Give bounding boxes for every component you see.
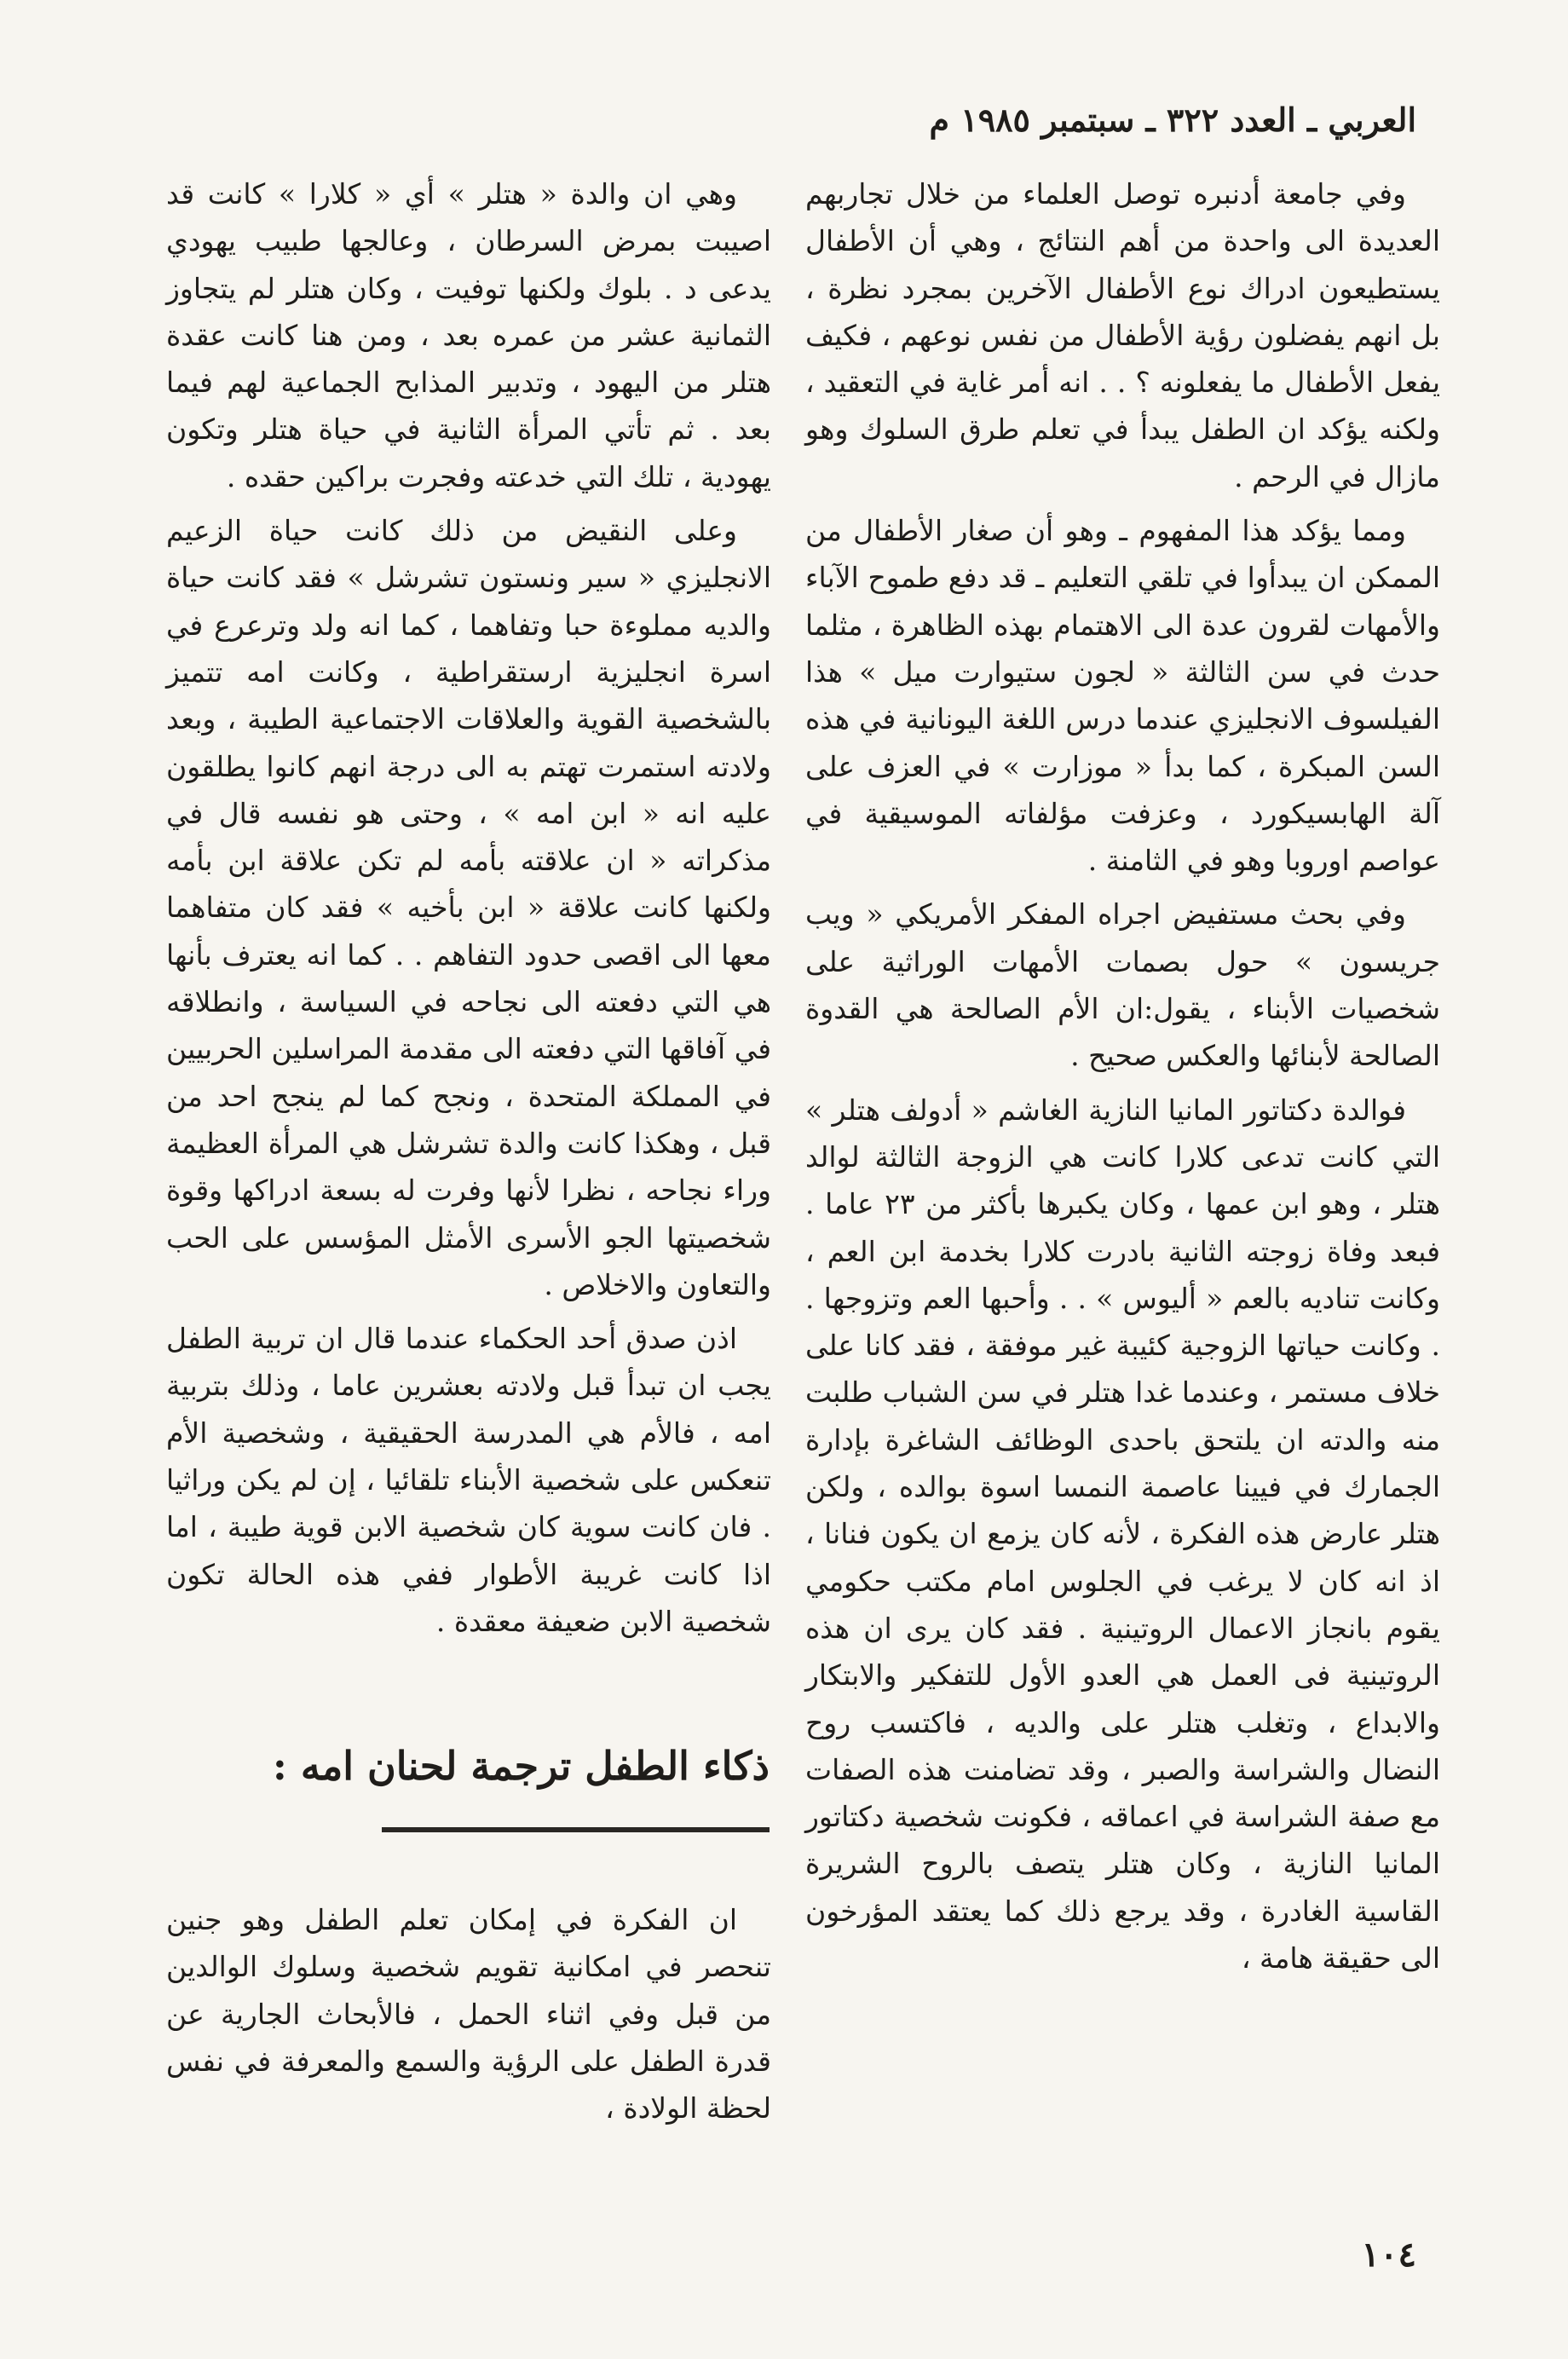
paragraph: اذن صدق أحد الحكماء عندما قال ان تربية الطفل يجب ان تبدأ قبل ولادته بعشرين عاما ، وذلك بتربية امه ، فالأم هي المدرسة الحقيقية ، وشخصية الأم تنعكس على شخصية الأبناء تلقائيا ، إن لم يكن وراثيا . فان كانت سوية كان شخصية الابن قوية طيبة ، اما اذا كانت غريبة الأطوار ففي هذه الحالة تكون شخصية الابن ضعيفة معقدة . <box>166 1322 771 1638</box>
heading-underline-divider <box>382 1827 770 1832</box>
section-heading: ذكاء الطفل ترجمة لحنان امه : <box>272 1743 770 1789</box>
section-body <box>166 1896 771 2138</box>
paragraph: وفي جامعة أدنبره توصل العلماء من خلال تجاربهم العديدة الى واحدة من أهم النتائج ، وهي أن الأطفال يستطيعون ادراك نوع الأطفال الآخرين بمجرد نظرة ، بل انهم يفضلون رؤية الأطفال من نفس نوعهم ، فكيف يفعل الأطفال ما يفعلونه ؟ . . انه أمر غاية في التعقيد ، ولكنه يؤكد ان الطفل يبدأ في تعلم طرق السلوك وهو مازال في الرحم . <box>805 177 1440 493</box>
right-column <box>805 170 1440 1988</box>
running-head: العربي ـ العدد ٣٢٢ ـ سبتمبر ١٩٨٥ م <box>929 101 1416 139</box>
paragraph: وفي بحث مستفيض اجراه المفكر الأمريكي « ويب جريسون » حول بصمات الأمهات الوراثية على شخصيات الأبناء ، يقول:ان الأم الصالحة هي القدوة الصالحة لأبنائها والعكس صحيح . <box>805 897 1440 1073</box>
paragraph: وعلى النقيض من ذلك كانت حياة الزعيم الانجليزي « سير ونستون تشرشل » فقد كانت حياة والديه مملوءة حبا وتفاهما ، كما انه ولد وترعرع في اسرة انجليزية ارستقراطية ، وكانت امه تتميز بالشخصية القوية والعلاقات الاجتماعية الطيبة ، وبعد ولادته استمرت تهتم به الى درجة انهم كانوا يطلقون عليه انه « ابن امه » ، وحتى هو نفسه قال في مذكراته « ان علاقته بأمه لم تكن علاقة ابن بأمه ولكنها كانت علاقة « ابن بأخيه » فقد كان متفاهما معها الى اقصى حدود التفاهم . . كما انه يعترف بأنها هي التي دفعته الى نجاحه في السياسة ، وانطلاقه في آفاقها التي دفعته الى مقدمة المراسلين الحربيين في المملكة المتحدة ، ونجح كما لم ينجح احد من قبل ، وهكذا كانت والدة تشرشل هي المرأة العظيمة وراء نجاحه ، نظرا لأنها وفرت له بسعة ادراكها وقوة شخصيتها الجو الأسرى الأمثل المؤسس على الحب والتعاون والاخلاص . <box>166 514 771 1301</box>
left-column <box>166 170 771 1652</box>
paragraph: فوالدة دكتاتور المانيا النازية الغاشم « أدولف هتلر » التي كانت تدعى كلارا كانت هي الزوجة الثالثة لوالد هتلر ، وهو ابن عمها ، وكان يكبرها بأكثر من ٢٣ عاما . فبعد وفاة زوجته الثانية بادرت كلارا بخدمة ابن العم ، وكانت تناديه بالعم « أليوس » . . وأحبها العم وتزوجها . . وكانت حياتها الزوجية كئيبة غير موفقة ، فقد كانا على خلاف مستمر ، وعندما غدا هتلر في سن الشباب طلبت منه والدته ان يلتحق باحدى الوظائف الشاغرة بإدارة الجمارك في فيينا عاصمة النمسا اسوة بوالده ، ولكن هتلر عارض هذه الفكرة ، لأنه كان يزمع ان يكون فنانا ، اذ انه كان لا يرغب في الجلوس امام مكتب حكومي يقوم بانجاز الاعمال الروتينية . فقد كان يرى ان هذه الروتينية فى العمل هي العدو الأول للتفكير والابتكار والابداع ، وتغلب هتلر على والديه ، فاكتسب روح النضال والشراسة والصبر ، وقد تضامنت هذه الصفات مع صفة الشراسة في اعماقه ، فكونت شخصية دكتاتور المانيا النازية ، وكان هتلر يتصف بالروح الشريرة القاسية الغادرة ، وقد يرجع ذلك كما يعتقد المؤرخون الى حقيقة هامة ، <box>805 1093 1440 1975</box>
paragraph: ومما يؤكد هذا المفهوم ـ وهو أن صغار الأطفال من الممكن ان يبدأوا في تلقي التعليم ـ قد دفع طموح الآباء والأمهات لقرون عدة الى الاهتمام بهذه الظاهرة ، مثلما حدث في سن الثالثة « لجون ستيوارت ميل » هذا الفيلسوف الانجليزي عندما درس اللغة اليونانية في هذه السن المبكرة ، كما بدأ « موزارت » في العزف على آلة الهابسيكورد ، وعزفت مؤلفاته الموسيقية في عواصم اوروبا وهو في الثامنة . <box>805 514 1440 878</box>
page-number: ١٠٤ <box>1361 2235 1416 2275</box>
paragraph: ان الفكرة في إمكان تعلم الطفل وهو جنين تنحصر في امكانية تقويم شخصية وسلوك الوالدين من قبل وفي اثناء الحمل ، فالأبحاث الجارية عن قدرة الطفل على الرؤية والسمع والمعرفة في نفس لحظة الولادة ، <box>166 1903 771 2125</box>
paragraph: وهي ان والدة « هتلر » أي « كلارا » كانت قد اصيبت بمرض السرطان ، وعالجها طبيب يهودي يدعى د . بلوك ولكنها توفيت ، وكان هتلر لم يتجاوز الثمانية عشر من عمره بعد ، ومن هنا كانت عقدة هتلر من اليهود ، وتدبير المذابح الجماعية لهم فيما بعد . ثم تأتي المرأة الثانية في حياة هتلر وتكون يهودية ، تلك التي خدعته وفجرت براكين حقده . <box>166 177 771 493</box>
